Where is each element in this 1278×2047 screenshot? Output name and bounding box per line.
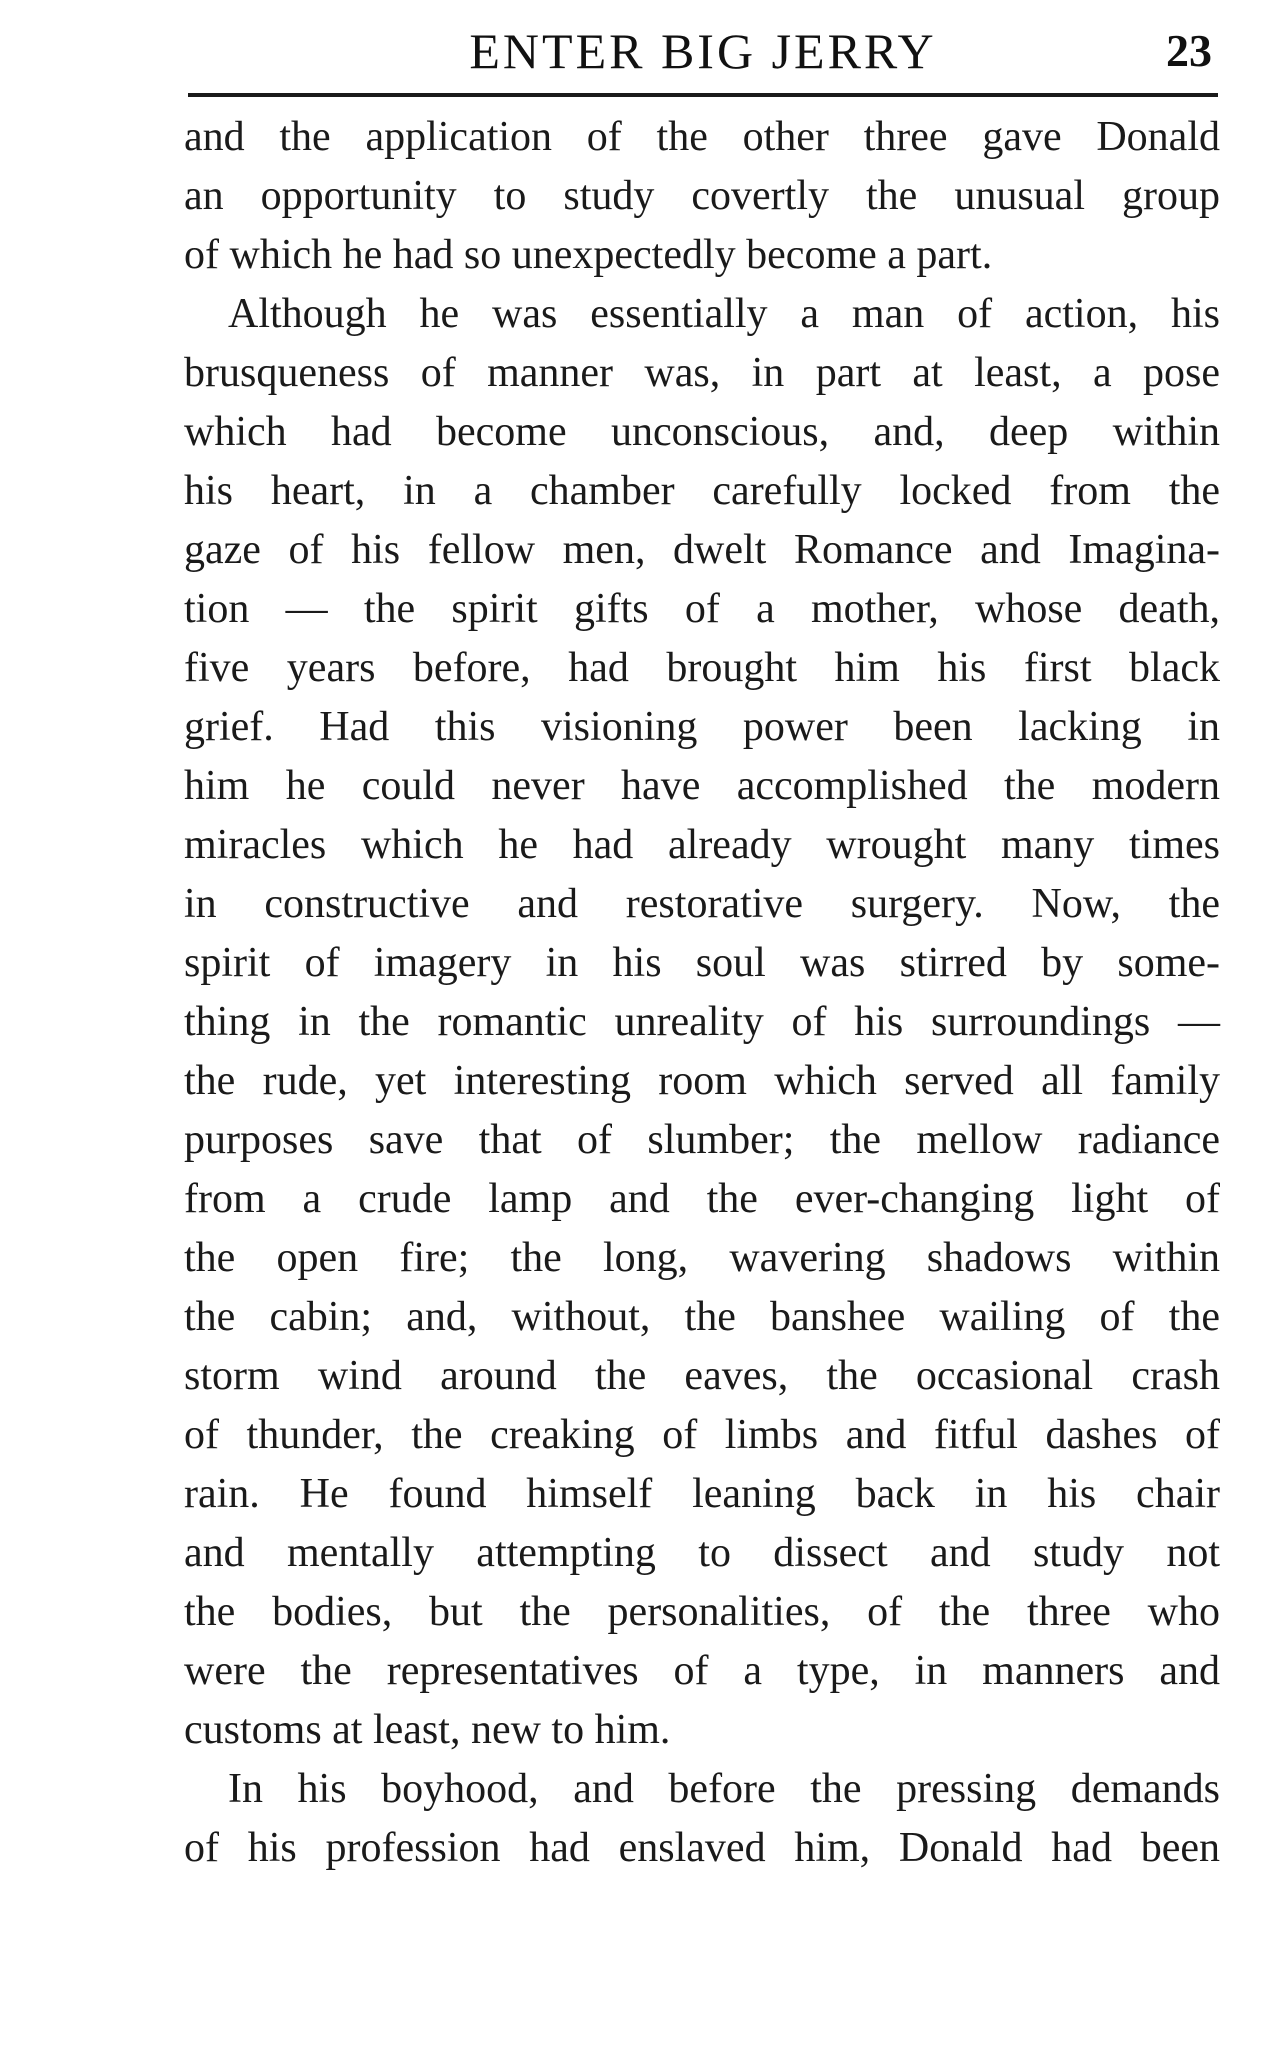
chapter-title: ENTER BIG JERRY [469,23,937,79]
header-rule [188,93,1218,97]
text-line: the open fire; the long, wavering shadows within [184,1235,1220,1281]
text-line: from a crude lamp and the ever-changing light of [184,1176,1220,1222]
text-line: the bodies, but the personalities, of the three who [184,1589,1220,1635]
body-text [184,108,1220,1878]
text-line: grief. Had this visioning power been lacking in [184,704,1220,750]
text-line: of thunder, the creaking of limbs and fitful dashes of [184,1412,1220,1458]
text-line: which had become unconscious, and, deep within [184,409,1220,455]
text-line: five years before, had brought him his first black [184,645,1220,691]
text-line: of his profession had enslaved him, Donald had been [184,1825,1220,1871]
text-line: thing in the romantic unreality of his surroundings — [184,999,1220,1045]
text-line: In his boyhood, and before the pressing demands [228,1766,1220,1812]
running-head [188,22,1218,80]
text-line: spirit of imagery in his soul was stirred by some- [184,940,1220,986]
text-line: an opportunity to study covertly the unusual group [184,173,1220,219]
text-line: gaze of his fellow men, dwelt Romance and Imagina- [184,527,1220,573]
text-line: the cabin; and, without, the banshee wailing of the [184,1294,1220,1340]
text-line: of which he had so unexpectedly become a part. [184,232,993,278]
text-line: rain. He found himself leaning back in his chair [184,1471,1220,1517]
text-line: in constructive and restorative surgery. Now, the [184,881,1220,927]
page-number: 23 [1166,25,1212,76]
text-line: and the application of the other three gave Donald [184,114,1220,160]
text-line: storm wind around the eaves, the occasional crash [184,1353,1220,1399]
text-line: customs at least, new to him. [184,1707,671,1753]
text-line: were the representatives of a type, in manners and [184,1648,1220,1694]
text-line: tion — the spirit gifts of a mother, whose death, [184,586,1220,632]
text-line: the rude, yet interesting room which served all family [184,1058,1220,1104]
text-line: brusqueness of manner was, in part at least, a pose [184,350,1220,396]
text-line: miracles which he had already wrought many times [184,822,1220,868]
text-line: Although he was essentially a man of action, his [228,291,1220,337]
text-line: and mentally attempting to dissect and study not [184,1530,1220,1576]
text-line: purposes save that of slumber; the mellow radiance [184,1117,1220,1163]
text-line: his heart, in a chamber carefully locked from the [184,468,1220,514]
text-line: him he could never have accomplished the modern [184,763,1220,809]
